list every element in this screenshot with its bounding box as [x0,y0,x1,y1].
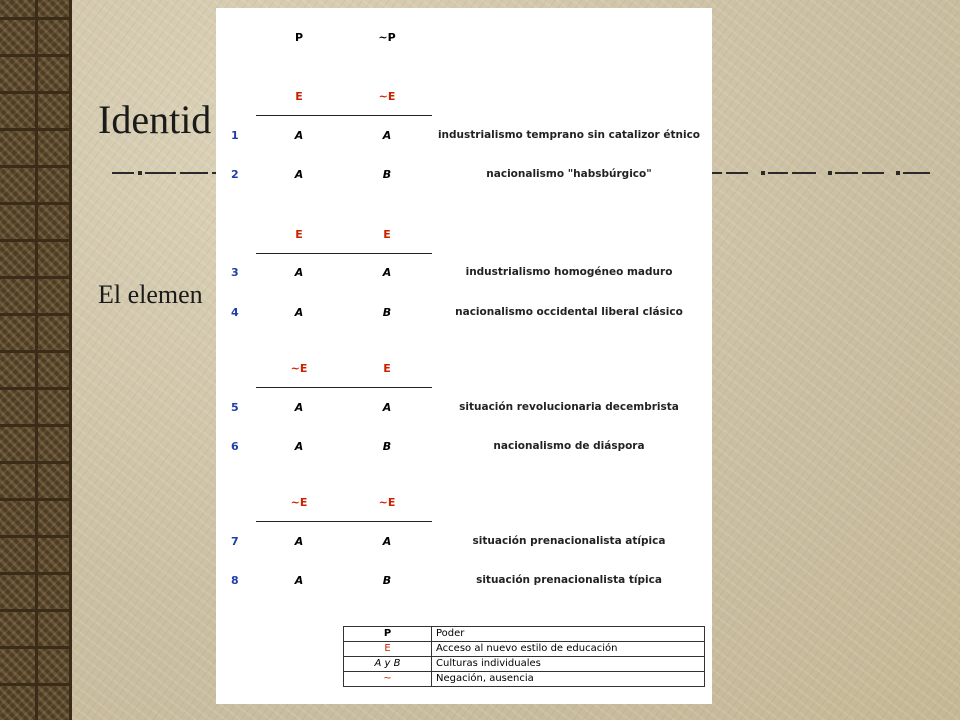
legend-row [344,627,705,642]
row-cell-a: A [294,440,304,453]
group-header-e-left: ~E [290,496,308,509]
group-header-e-right: E [383,228,391,241]
row-description: industrialismo temprano sin catalizor étnico [437,129,701,141]
row-cell-b: A [382,401,392,414]
group-rule [256,115,432,116]
row-description: industrialismo homogéneo maduro [465,266,673,278]
decorative-divider-right [708,165,930,181]
group-header-e-right: ~E [378,496,396,509]
row-cell-a: A [294,266,304,279]
decorative-divider-left [112,165,222,181]
group-header-e-left: E [295,90,303,103]
group-rule [256,521,432,522]
row-cell-a: A [294,168,304,181]
group-header-e-right: E [383,362,391,375]
legend-table [343,626,705,687]
row-number: 2 [231,168,239,181]
group-header-e-right: ~E [378,90,396,103]
legend-key: A y B [344,657,432,672]
row-number: 3 [231,266,239,279]
row-cell-a: A [294,401,304,414]
row-description: situación prenacionalista típica [476,574,662,586]
row-cell-a: A [294,535,304,548]
gellner-typology-table [216,8,712,704]
legend-key: ~ [344,672,432,687]
group-header-e-left: ~E [290,362,308,375]
legend-row [344,657,705,672]
legend-value: Poder [432,627,705,642]
row-cell-b: A [382,266,392,279]
row-cell-a: A [294,129,304,142]
row-number: 1 [231,129,239,142]
legend-key: E [344,642,432,657]
legend-value: Negación, ausencia [432,672,705,687]
column-header-p: P [294,31,304,44]
slide-title: Identid [98,97,212,142]
group-rule [256,387,432,388]
legend-value: Acceso al nuevo estilo de educación [432,642,705,657]
slide-body-text: El elemen [98,280,203,309]
row-description: situación prenacionalista atípica [472,535,666,547]
row-number: 5 [231,401,239,414]
row-cell-a: A [294,306,304,319]
row-number: 8 [231,574,239,587]
row-cell-b: B [382,168,392,181]
row-number: 7 [231,535,239,548]
group-rule [256,253,432,254]
legend-key: P [344,627,432,642]
row-description: situación revolucionaria decembrista [459,401,679,413]
row-cell-a: A [294,574,304,587]
group-header-e-left: E [295,228,303,241]
row-cell-b: B [382,306,392,319]
row-number: 6 [231,440,239,453]
row-number: 4 [231,306,239,319]
row-description: nacionalismo "habsbúrgico" [486,168,652,180]
legend-value: Culturas individuales [432,657,705,672]
row-description: nacionalismo occidental liberal clásico [455,306,683,318]
row-cell-b: A [382,129,392,142]
row-cell-b: A [382,535,392,548]
decorative-left-strip [0,0,72,720]
row-description: nacionalismo de diáspora [493,440,645,452]
column-header-not-p: ~P [378,31,396,44]
legend-row [344,672,705,687]
legend-row [344,642,705,657]
row-cell-b: B [382,440,392,453]
row-cell-b: B [382,574,392,587]
